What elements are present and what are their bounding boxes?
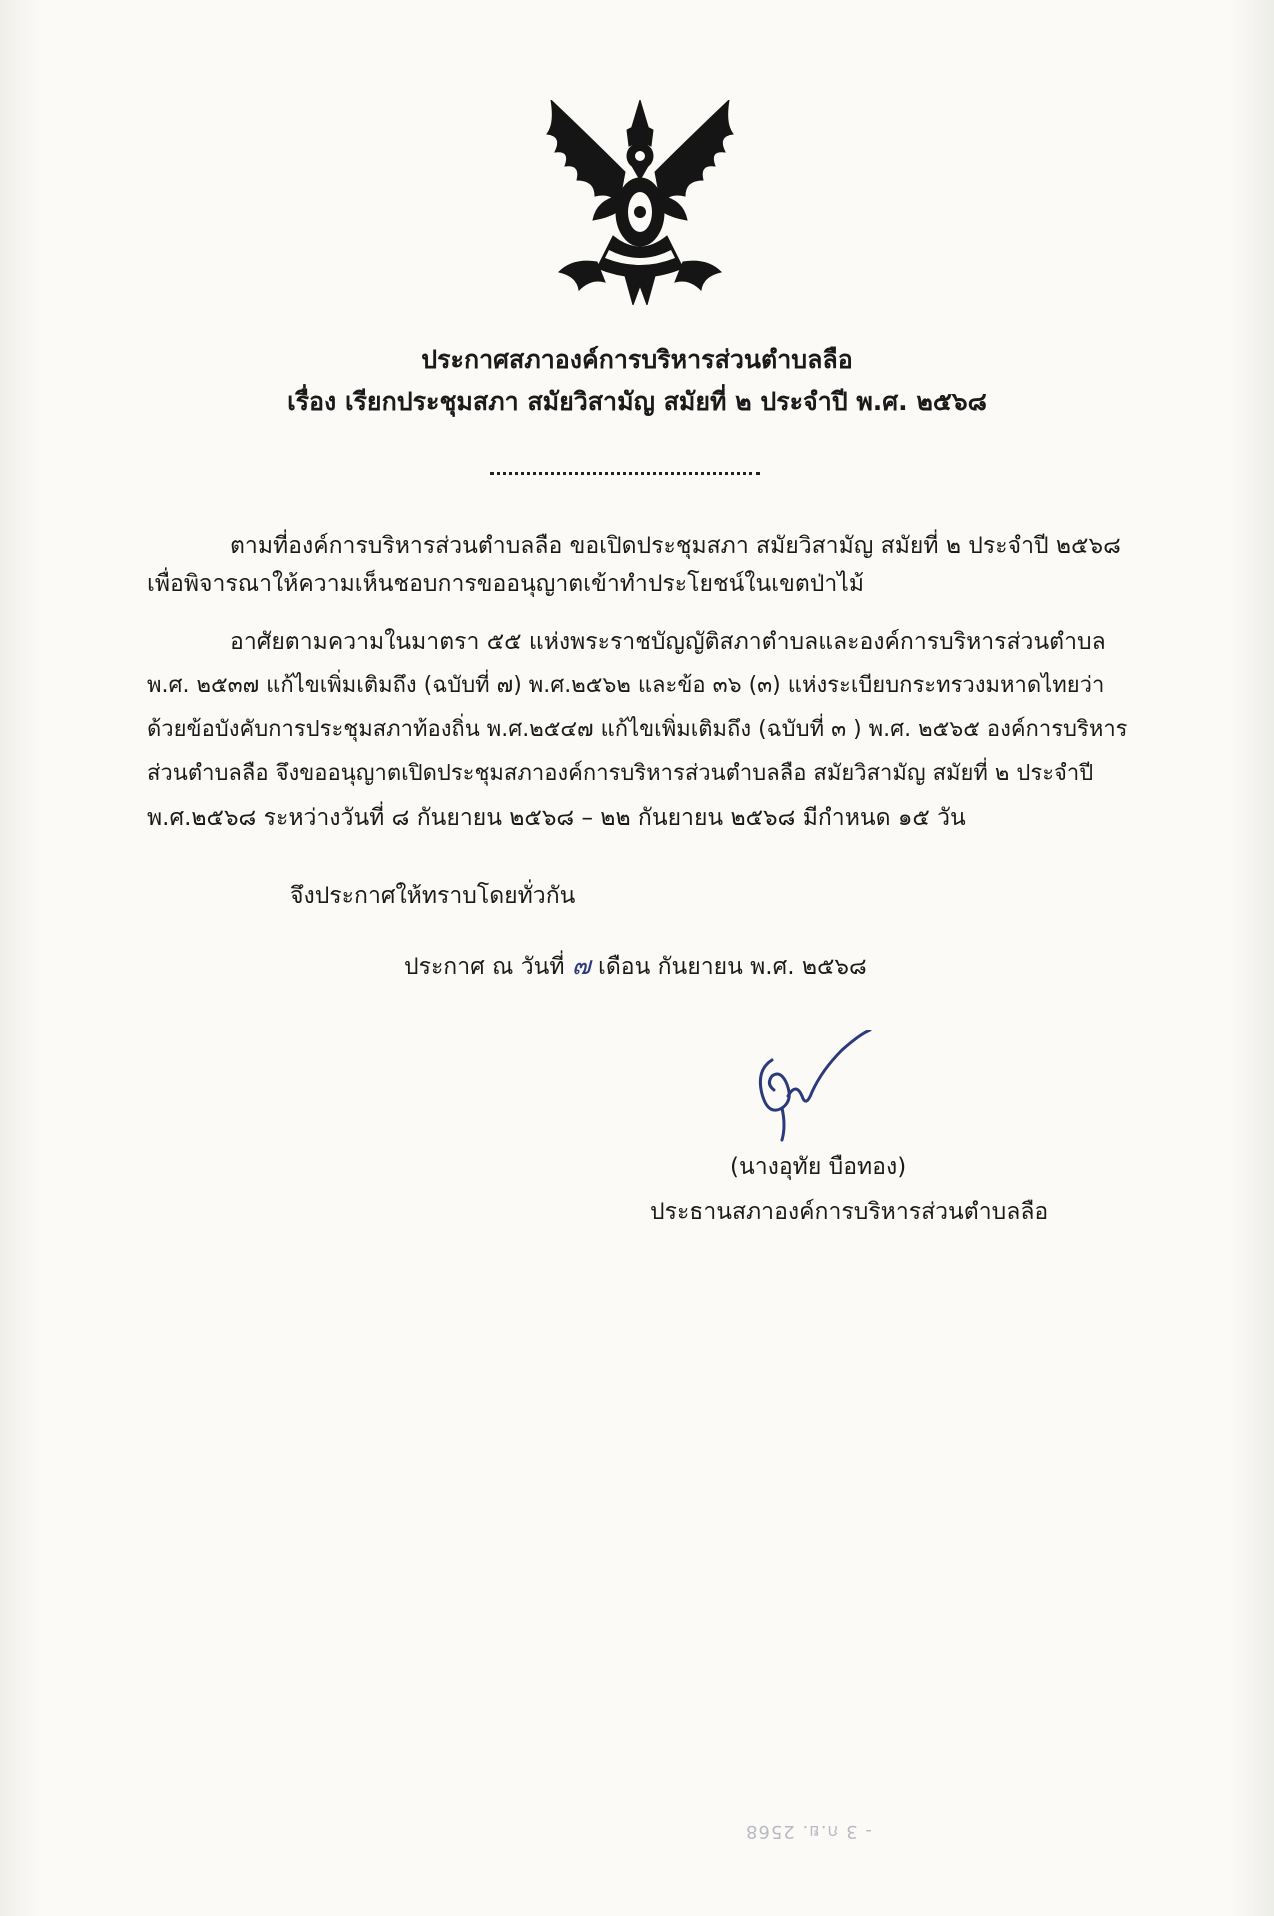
paragraph2-line1: อาศัยตามความในมาตรา ๕๕ แห่งพระราชบัญญัติสภาตำบลและองค์การบริหารส่วนตำบล	[230, 629, 1106, 655]
handwritten-signature	[752, 1030, 882, 1145]
date-suffix: เดือน กันยายน พ.ศ. ๒๕๖๘	[590, 954, 867, 980]
signer-title: ประธานสภาองค์การบริหารส่วนตำบลลือ	[650, 1199, 1049, 1225]
paragraph2-line4: ส่วนตำบลลือ จึงขออนุญาตเปิดประชุมสภาองค์การบริหารส่วนตำบลลือ สมัยวิสามัญ สมัยที่ ๒ ประจำปี	[147, 761, 1094, 786]
signer-name: (นางอุทัย บือทอง)	[730, 1154, 907, 1180]
paragraph2-line3: ด้วยข้อบังคับการประชุมสภาท้องถิ่น พ.ศ.๒๕๔๗ แก้ไขเพิ่มเติมถึง (ฉบับที่ ๓ ) พ.ศ. ๒๕๖๕ องค์การบริหาร	[147, 717, 1128, 742]
announcement-heading: ประกาศสภาองค์การบริหารส่วนตำบลลือ	[421, 345, 853, 374]
paragraph1-line1: ตามที่องค์การบริหารส่วนตำบลลือ ขอเปิดประชุมสภา สมัยวิสามัญ สมัยที่ ๒ ประจำปี ๒๕๖๘	[230, 533, 1121, 559]
announcement-subject: เรื่อง เรียกประชุมสภา สมัยวิสามัญ สมัยที่ ๒ ประจำปี พ.ศ. ๒๕๖๘	[287, 387, 987, 416]
date-prefix: ประกาศ ณ วันที่	[404, 954, 572, 980]
paragraph1-line2: เพื่อพิจารณาให้ความเห็นชอบการขออนุญาตเข้าทำประโยชน์ในเขตป่าไม้	[147, 571, 865, 597]
paragraph2-line5: พ.ศ.๒๕๖๘ ระหว่างวันที่ ๘ กันยายน ๒๕๖๘ – ๒๒ กันยายน ๒๕๖๘ มีกำหนด ๑๕ วัน	[147, 805, 966, 831]
garuda-emblem-icon	[533, 100, 748, 305]
separator-dots	[490, 462, 760, 475]
handwritten-day: ๗	[571, 951, 591, 980]
receipt-stamp: - 3 ก.ย. 2568	[745, 1821, 872, 1842]
announce-line: จึงประกาศให้ทราบโดยทั่วกัน	[290, 883, 576, 909]
date-line	[404, 951, 867, 982]
paragraph2-line2: พ.ศ. ๒๕๓๗ แก้ไขเพิ่มเติมถึง (ฉบับที่ ๗) พ.ศ.๒๕๖๒ และข้อ ๓๖ (๓) แห่งระเบียบกระทรวงมหาดไทยว่า	[147, 673, 1105, 698]
